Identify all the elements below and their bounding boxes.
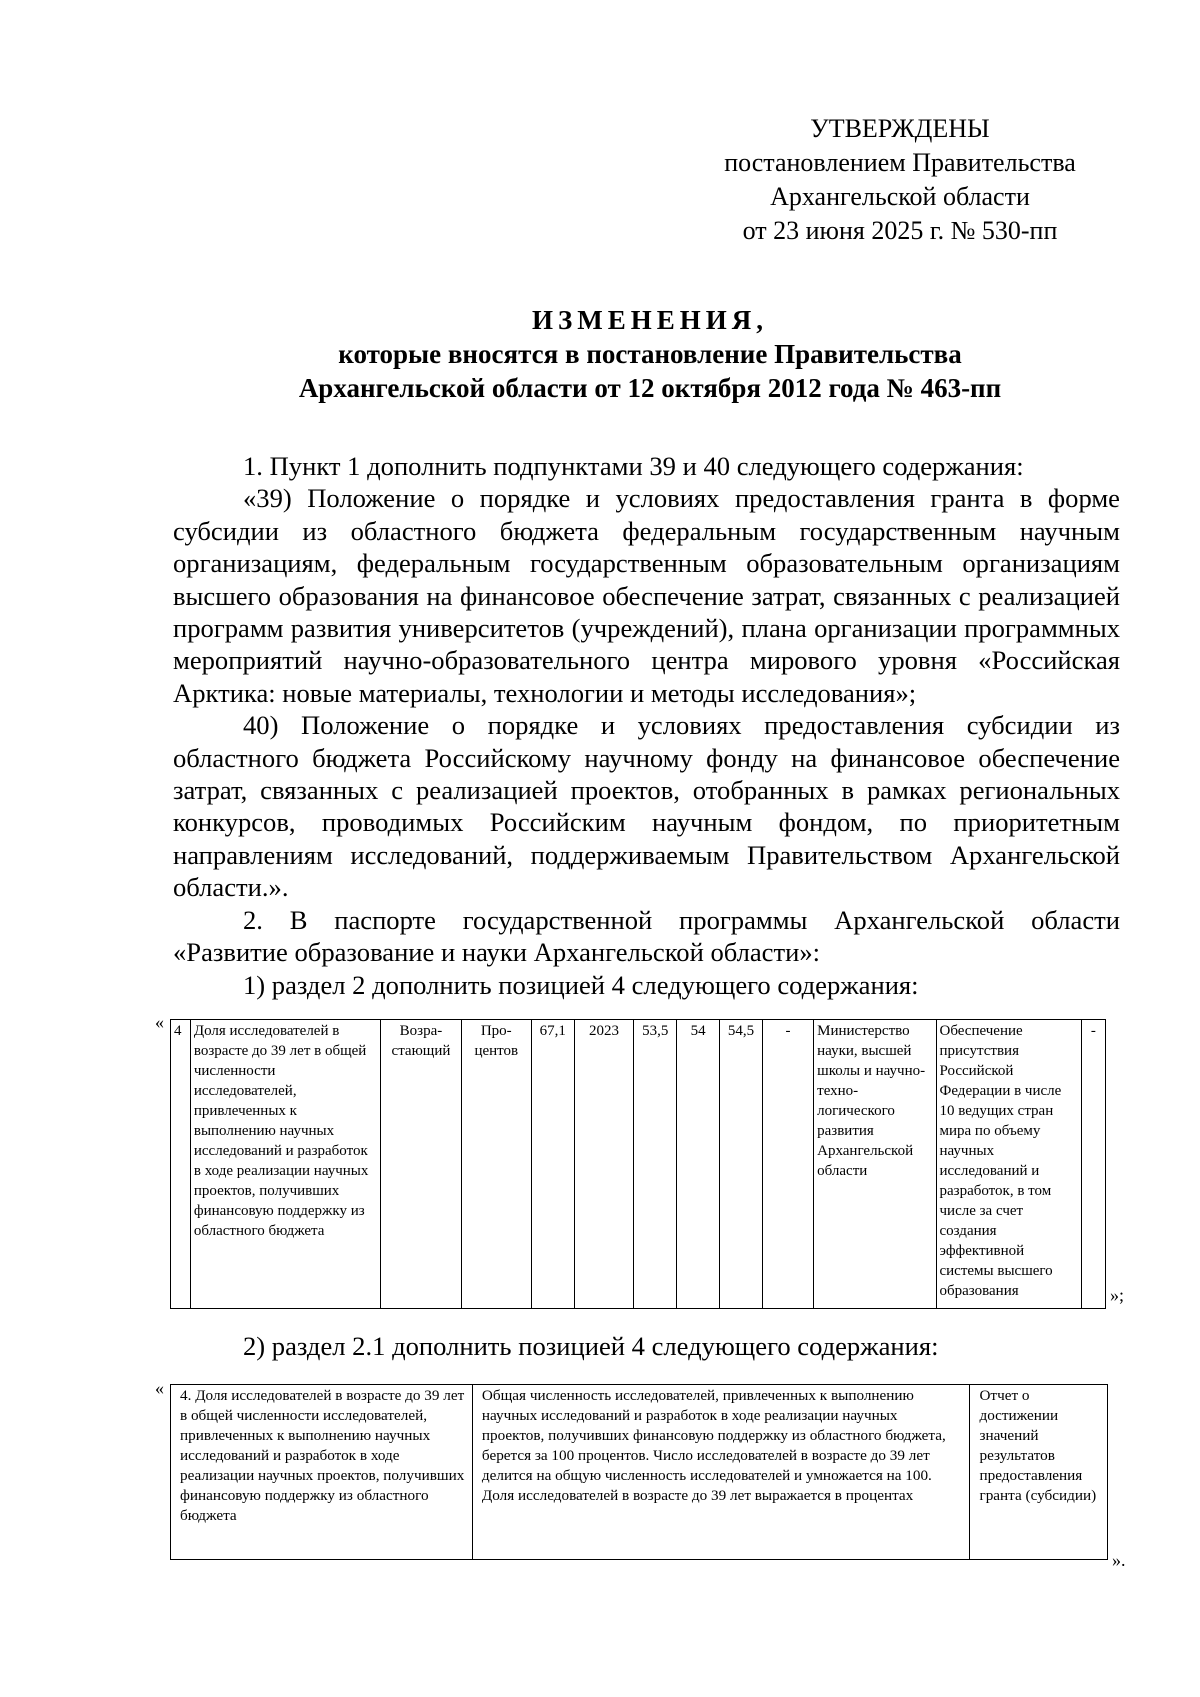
document-body [173,450,1120,1001]
open-quote-2: « [155,1378,164,1398]
indicator-table-section-2-1 [170,1384,1108,1560]
cell-base-year: 2023 [574,1020,634,1309]
paragraph-6: 2) раздел 2.1 дополнить позицией 4 следующего содержания: [243,1331,939,1361]
title-sub-2: Архангельской области от 12 октября 2012 года № 463-пп [298,373,1002,403]
paragraph-4: 2. В паспорте государственной программы Архангельской области «Развитие образование и науки Архангельской области»: [173,904,1120,968]
title-sub-1: которые вносятся в постановление Правительства [338,339,962,369]
cell-value-4: - [762,1020,813,1309]
cell-method: Общая численность исследователей, привлеченных к выполнению научных исследований и разработок в ходе реализации научных проектов, получивших финансовую поддержку из областного бюджета, берется за 100 процентов. Число исследователей в возрасте до 39 лет делится на общую численность исследователей и умножается на 100. Доля исследователей в возрасте до 39 лет выражается в процентах [472,1385,970,1560]
cell-num: 4 [171,1020,191,1309]
cell-goal: Обеспечение присутствия Российской Федерации в числе 10 ведущих стран мира по объему научных исследований и разработок, в том числе за счет создания эффективной системы высшего образования [936,1020,1081,1309]
indicator-table-section-2 [170,1019,1106,1309]
cell-value-1: 53,5 [634,1020,677,1309]
cell-value-2: 54 [677,1020,720,1309]
approval-line-2: постановлением Правительства [724,148,1076,177]
approval-line-3: Архангельской области [770,182,1030,211]
cell-indicator: 4. Доля исследователей в возрасте до 39 лет в общей численности исследователей, привлеченных к выполнению научных исследований и разработок в ходе реализации научных проектов, получивших финансовую поддержку из областного бюджета [171,1385,473,1560]
cell-unit: Про-центов [461,1020,531,1309]
title-main: ИЗМЕНЕНИЯ, [531,305,768,335]
cell-last: - [1081,1020,1105,1309]
cell-responsible: Министерство науки, высшей школы и научно-техно-логического развития Архангельской области [814,1020,936,1309]
cell-source: Отчет о достижении значений результатов предоставления гранта (субсидии) [970,1385,1108,1560]
table-row [171,1020,1106,1309]
approval-line-4: от 23 июня 2025 г. № 530-пп [742,216,1058,245]
cell-type: Возра-стающий [381,1020,462,1309]
paragraph-5: 1) раздел 2 дополнить позицией 4 следующего содержания: [243,969,919,1000]
table-row [171,1385,1108,1560]
paragraph-2: «39) Положение о порядке и условиях предоставления гранта в форме субсидии из областного бюджета федеральным государственным научным организациям, федеральным государственным образовательным организациям высшего образования на финансовое обеспечение затрат, связанных с реализацией программ развития университетов (учреждений), плана организации программных мероприятий научно-образовательного центра мирового уровня «Российская Арктика: новые материалы, технологии и методы исследования»; [173,483,1120,708]
open-quote-1: « [155,1012,164,1032]
paragraph-1: 1. Пункт 1 дополнить подпунктами 39 и 40 следующего содержания: [243,451,1024,481]
cell-base-value: 67,1 [531,1020,574,1309]
cell-value-3: 54,5 [720,1020,763,1309]
close-quote-1: »; [1110,1285,1125,1305]
cell-indicator: Доля исследователей в возрасте до 39 лет в общей численности исследователей, привлеченных к выполнению научных исследований и разработок в ходе реализации научных проектов, получивших финансовую поддержку из областного бюджета [190,1020,380,1309]
paragraph-3: 40) Положение о порядке и условиях предоставления субсидии из областного бюджета Российскому научному фонду на финансовое обеспечение затрат, связанных с реализацией проектов, отобранных в рамках региональных конкурсов, проводимых Российским научным фондом, по приоритетным направлениям исследований, поддерживаемым Правительством Архангельской области.». [173,710,1120,903]
document-title [170,303,1130,405]
approval-line-1: УТВЕРЖДЕНЫ [810,114,990,143]
close-quote-2: ». [1112,1550,1126,1570]
approval-stamp [690,112,1110,248]
